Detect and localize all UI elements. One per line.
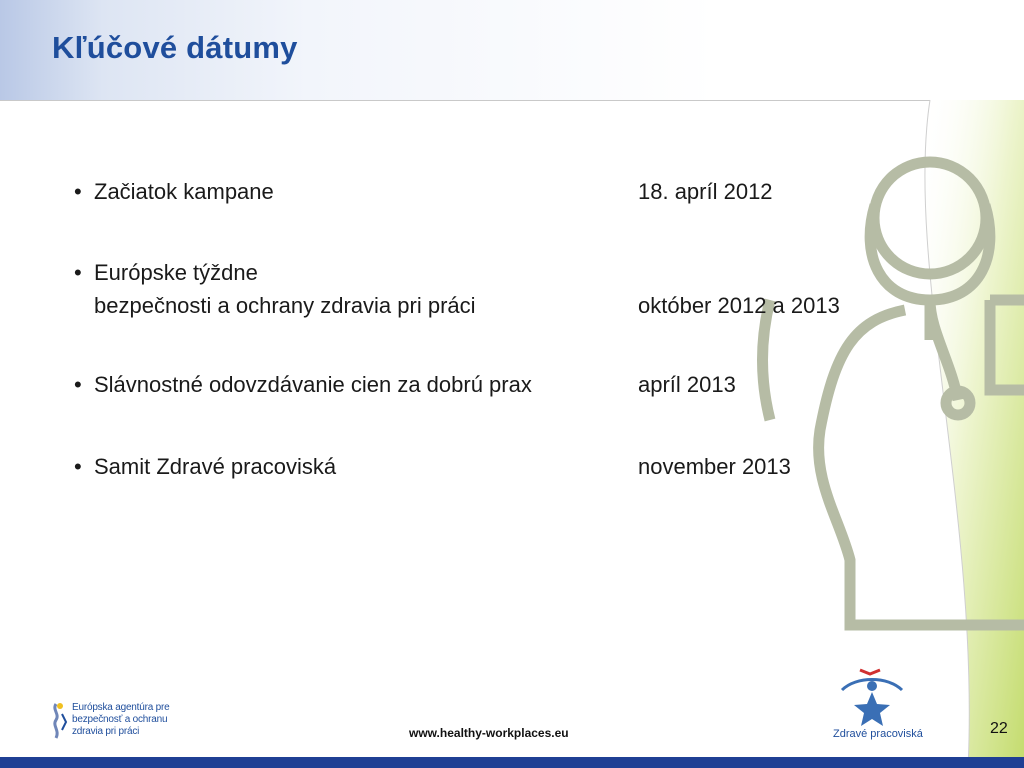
item-label-continued: bezpečnosti a ochrany zdravia pri práci [94,293,476,318]
agency-name: Európska agentúra pre bezpečnosť a ochranu zdravia pri práci [72,702,170,737]
item-date: november 2013 [638,454,791,479]
item-date: apríl 2013 [638,372,736,397]
bullet: • [74,454,82,479]
bottom-band [0,757,1024,768]
slide-title: Kľúčové dátumy [52,30,298,65]
item-label: Začiatok kampane [94,179,274,204]
item-date: október 2012 a 2013 [638,293,840,318]
green-swoosh [925,100,1024,768]
item-label: Samit Zdravé pracoviská [94,454,337,479]
item-label: Slávnostné odovzdávanie cien za dobrú prax [94,372,532,397]
bullet: • [74,260,82,285]
item-label: Európske týždne [94,260,258,285]
page-number: 22 [990,720,1008,737]
footer-url: www.healthy-workplaces.eu [409,726,569,740]
bullet: • [74,179,82,204]
item-date: 18. apríl 2012 [638,179,773,204]
bullet: • [74,372,82,397]
campaign-logo-label: Zdravé pracoviská [833,728,923,740]
